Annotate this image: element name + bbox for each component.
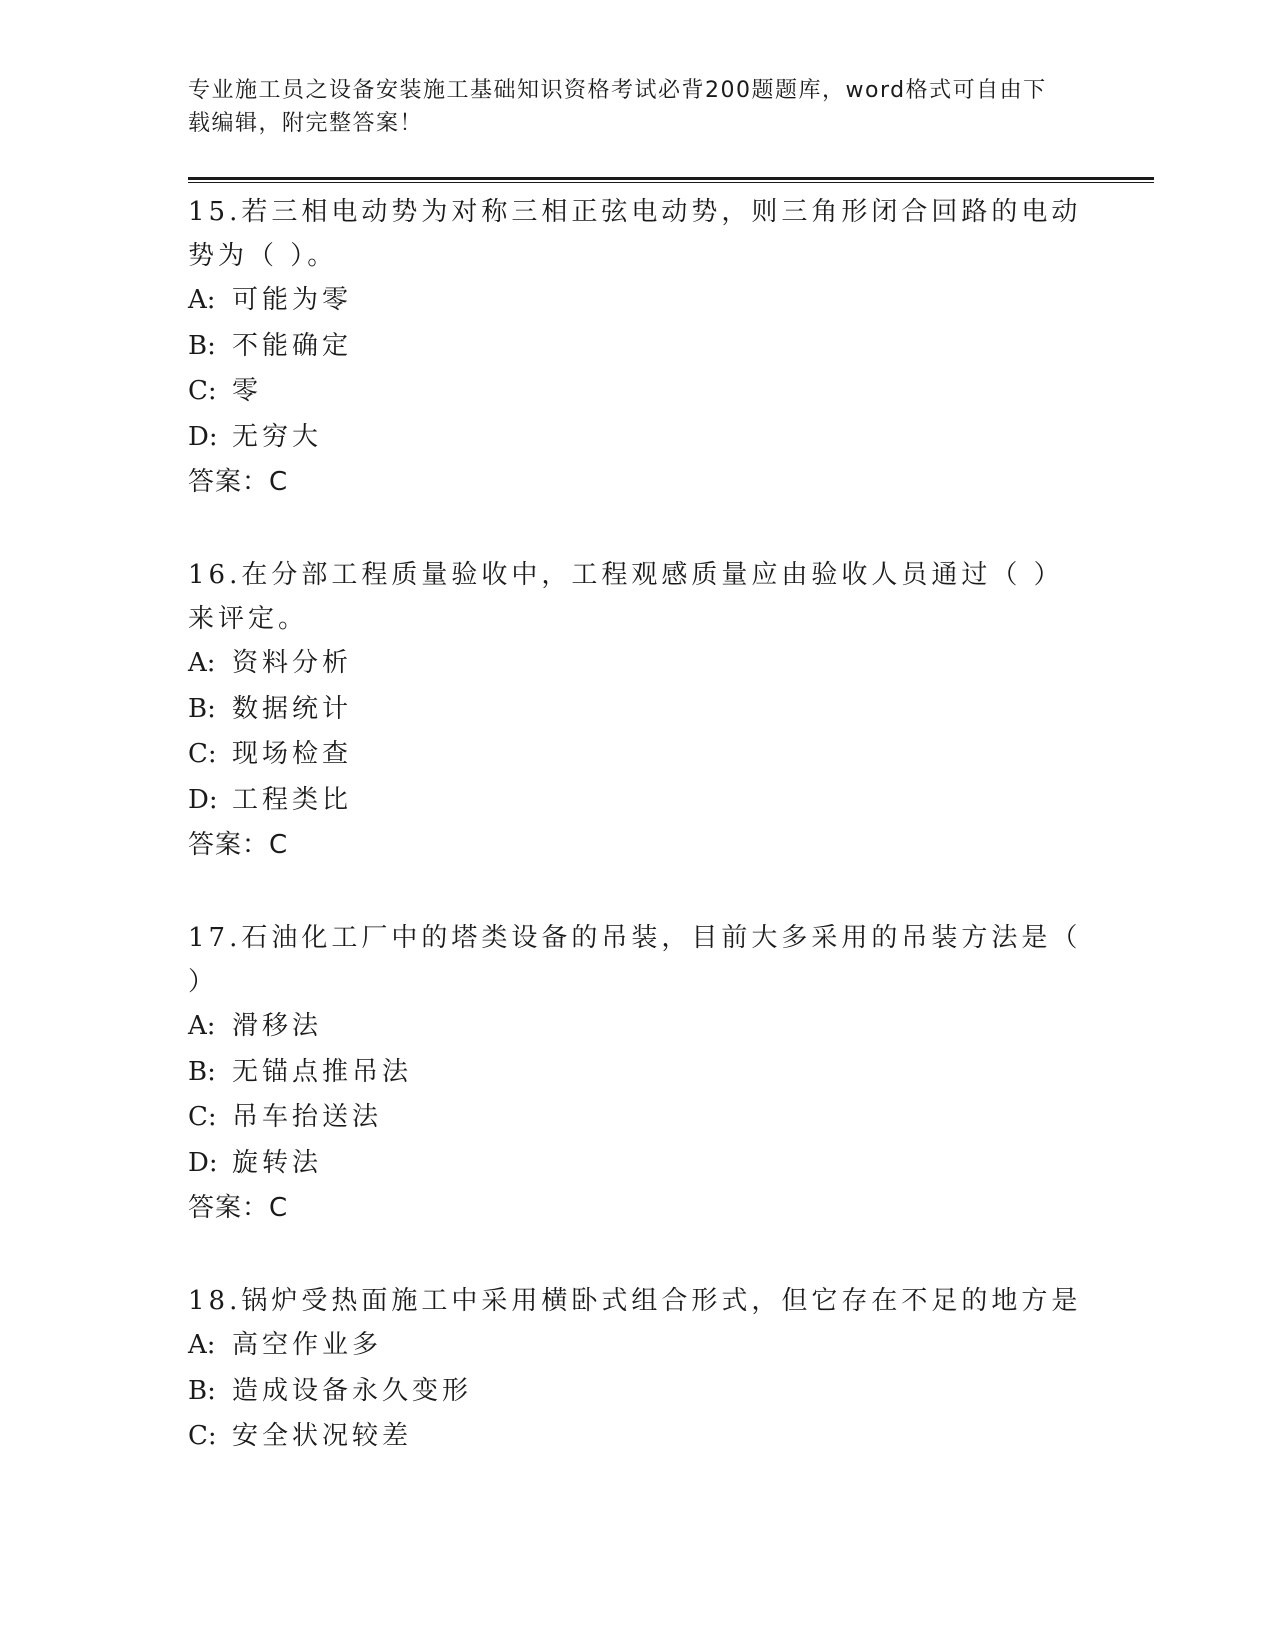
question-stem: 18.锅炉受热面施工中采用横卧式组合形式，但它存在不足的地方是 (188, 1286, 1082, 1316)
option-key: C: (188, 376, 217, 406)
option-a (188, 1004, 1088, 1050)
option-a (188, 641, 1088, 687)
option-b (188, 1050, 1088, 1096)
option-key: D: (188, 784, 218, 815)
option-d (188, 1141, 1088, 1187)
header-divider-thick (188, 177, 1154, 180)
question-stem: 16.在分部工程质量验收中，工程观感质量应由验收人员通过（ ）来评定。 (188, 560, 1064, 634)
question-18 (188, 1279, 1088, 1460)
option-text: 滑移法 (232, 1011, 323, 1041)
option-text: 资料分析 (232, 648, 353, 678)
option-d (188, 415, 1088, 461)
option-d (188, 778, 1088, 824)
option-b (188, 1369, 1088, 1415)
option-key: C: (188, 739, 217, 769)
answer-line: 答案：C (188, 1193, 289, 1223)
question-stem: 15.若三相电动势为对称三相正弦电动势，则三角形闭合回路的电动势为（ ）。 (188, 197, 1082, 271)
option-b (188, 687, 1088, 733)
option-a (188, 1323, 1088, 1369)
option-b (188, 324, 1088, 370)
option-key: B: (188, 693, 216, 724)
option-key: A: (188, 648, 216, 678)
option-key: C: (188, 1102, 217, 1132)
option-c (188, 1095, 1088, 1141)
option-key: B: (188, 330, 216, 361)
option-text: 造成设备永久变形 (232, 1375, 473, 1406)
question-15 (188, 190, 1088, 505)
option-c (188, 369, 1088, 415)
question-16 (188, 553, 1088, 868)
option-key: A: (188, 285, 216, 315)
option-text: 现场检查 (232, 739, 353, 769)
option-key: C: (188, 1421, 217, 1451)
option-text: 零 (232, 376, 263, 406)
option-text: 可能为零 (232, 285, 353, 315)
answer-line: 答案：C (188, 467, 289, 497)
header-divider-thin (188, 182, 1154, 183)
option-c (188, 1414, 1088, 1460)
option-text: 旋转法 (232, 1147, 323, 1178)
option-key: A: (188, 1011, 216, 1041)
document-header: 专业施工员之设备安装施工基础知识资格考试必背200题题库，word格式可自由下载编辑，附完整答案！ (188, 78, 1047, 136)
option-text: 安全状况较差 (232, 1421, 413, 1451)
answer-line: 答案：C (188, 830, 289, 860)
option-key: B: (188, 1375, 216, 1406)
option-key: D: (188, 1147, 218, 1178)
option-text: 无穷大 (232, 421, 323, 452)
option-key: A: (188, 1330, 216, 1360)
option-a (188, 278, 1088, 324)
question-stem: 17.石油化工厂中的塔类设备的吊装，目前大多采用的吊装方法是（ ） (188, 923, 1082, 997)
option-key: D: (188, 421, 218, 452)
option-text: 高空作业多 (232, 1330, 383, 1360)
option-text: 数据统计 (232, 693, 353, 724)
option-key: B: (188, 1056, 216, 1087)
option-c (188, 732, 1088, 778)
option-text: 不能确定 (232, 330, 353, 361)
question-17 (188, 916, 1088, 1231)
option-text: 无锚点推吊法 (232, 1056, 413, 1087)
option-text: 吊车抬送法 (232, 1102, 383, 1132)
option-text: 工程类比 (232, 784, 353, 815)
